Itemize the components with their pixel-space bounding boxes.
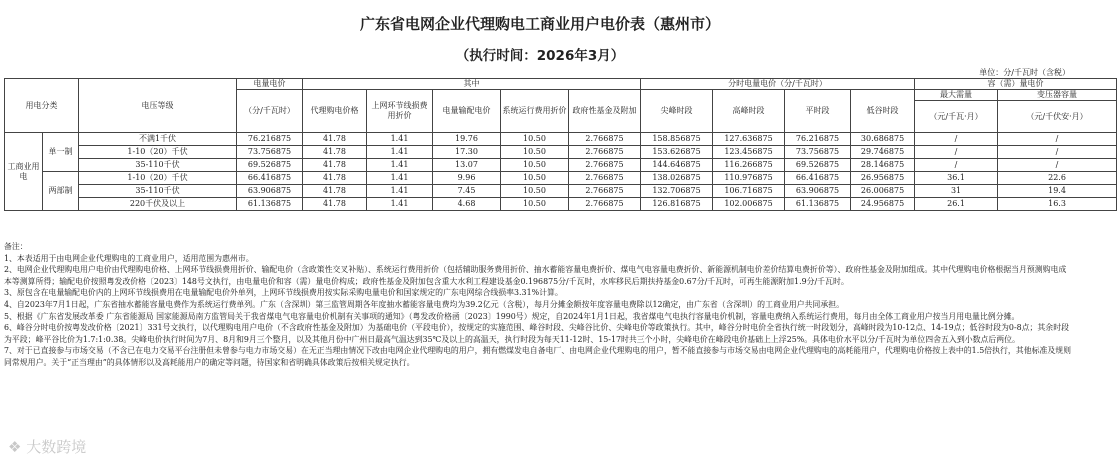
category-main: 工商业用电 bbox=[5, 133, 43, 211]
cell: 66.416875 bbox=[237, 172, 303, 185]
header-loss: 上网环节线损费用折价 bbox=[367, 90, 433, 133]
cell: 69.526875 bbox=[237, 159, 303, 172]
cell: 13.07 bbox=[433, 159, 501, 172]
cell: / bbox=[998, 146, 1117, 159]
header-category: 用电分类 bbox=[5, 79, 79, 133]
cell: 126.816875 bbox=[641, 198, 713, 211]
table-row bbox=[5, 133, 1117, 146]
cell: 26.1 bbox=[915, 198, 998, 211]
cell: 127.636875 bbox=[713, 133, 785, 146]
cell: 2.766875 bbox=[569, 172, 641, 185]
cell: 22.6 bbox=[998, 172, 1117, 185]
cell: 30.686875 bbox=[851, 133, 915, 146]
header-transformer: 变压器容量 bbox=[998, 90, 1117, 101]
header-transmission: 电量输配电价 bbox=[433, 90, 501, 133]
cell: 16.3 bbox=[998, 198, 1117, 211]
header-transformer-unit: （元/千伏安·月） bbox=[998, 101, 1117, 133]
note-7: 7、对于已直接参与市场交易（不含已在电力交易平台注册但未曾参与电力市场交易）在无正当理由情况下改由电网企业代理购电的用户，拥有燃煤发电自备电厂、由电网企业代理购电的用户，暂不能直接参与市场交易由电网企业代理购电的高耗能用户，代理购电价格按上表中的1.5倍执行，其他标准及规则同常规用户。关于“正当理由”的具体情形以及高耗能用户的确定等问题，待国家和省明确具体政策后按相关规定执行。 bbox=[4, 346, 1072, 367]
cell: 2.766875 bbox=[569, 146, 641, 159]
cell: 2.766875 bbox=[569, 133, 641, 146]
header-capacity: 容（需）量电价 bbox=[915, 79, 1117, 90]
cell: 17.30 bbox=[433, 146, 501, 159]
cell: 116.266875 bbox=[713, 159, 785, 172]
cell: / bbox=[915, 133, 998, 146]
header-valley: 低谷时段 bbox=[851, 90, 915, 133]
cell: 7.45 bbox=[433, 185, 501, 198]
cell: 76.216875 bbox=[785, 133, 851, 146]
cell: 61.136875 bbox=[785, 198, 851, 211]
cell: 36.1 bbox=[915, 172, 998, 185]
cell: 10.50 bbox=[501, 133, 569, 146]
header-sharp: 尖峰时段 bbox=[641, 90, 713, 133]
table-row bbox=[5, 185, 1117, 198]
cell: 不满1千伏 bbox=[79, 133, 237, 146]
cell: 35-110千伏 bbox=[79, 185, 237, 198]
cell: 2.766875 bbox=[569, 159, 641, 172]
cell: 1.41 bbox=[367, 185, 433, 198]
cell: 66.416875 bbox=[785, 172, 851, 185]
cell: 19.4 bbox=[998, 185, 1117, 198]
cell: 24.956875 bbox=[851, 198, 915, 211]
table-row bbox=[5, 146, 1117, 159]
cell: 2.766875 bbox=[569, 185, 641, 198]
table-row bbox=[5, 172, 1117, 185]
note-3: 3、原包含在电量输配电价内的上网环节线损费用在电量输配电价外单列，上网环节线损费用按实际采购电量电价和国家规定的广东电网综合线损率3.31%计算。 bbox=[4, 288, 563, 298]
cell: 220千伏及以上 bbox=[79, 198, 237, 211]
cell: 1-10（20）千伏 bbox=[79, 146, 237, 159]
cell: 31 bbox=[915, 185, 998, 198]
notes-section bbox=[4, 241, 1074, 369]
cell: / bbox=[915, 159, 998, 172]
cell: 1.41 bbox=[367, 172, 433, 185]
cell: 1.41 bbox=[367, 146, 433, 159]
cell: 63.906875 bbox=[237, 185, 303, 198]
cell: 19.76 bbox=[433, 133, 501, 146]
price-table bbox=[4, 78, 1117, 211]
cell: 4.68 bbox=[433, 198, 501, 211]
cell: 41.78 bbox=[303, 146, 367, 159]
cell: 132.706875 bbox=[641, 185, 713, 198]
cell: 69.526875 bbox=[785, 159, 851, 172]
header-system: 系统运行费用折价 bbox=[501, 90, 569, 133]
header-flat: 平时段 bbox=[785, 90, 851, 133]
cell: 41.78 bbox=[303, 172, 367, 185]
cell: 63.906875 bbox=[785, 185, 851, 198]
table-row bbox=[5, 198, 1117, 211]
header-proxy: 代理购电价格 bbox=[303, 90, 367, 133]
cell: 106.716875 bbox=[713, 185, 785, 198]
header-voltage: 电压等级 bbox=[79, 79, 237, 133]
note-5: 5、根据《广东省发展改革委 广东省能源局 国家能源局南方监管局关于我省煤电气电容量电价机制有关事项的通知》（粤发改价格函〔2023〕1990号）规定，自2024年1月1日起，我省煤电气电执行容量电价机制，容量电费纳入系统运行费用，每月由全体工商业用户按当月用电量比例分摊。 bbox=[4, 311, 1020, 321]
cell: 9.96 bbox=[433, 172, 501, 185]
cell: 1.41 bbox=[367, 133, 433, 146]
cell: 41.78 bbox=[303, 133, 367, 146]
header-fund: 政府性基金及附加 bbox=[569, 90, 641, 133]
page-subtitle: （执行时间：2026年3月） bbox=[455, 48, 625, 64]
note-6: 6、峰谷分时电价按粤发改价格〔2021〕331号文执行，以代理购电用户电价（不含政府性基金及附加）为基础电价（平段电价），按规定的实施范围、峰谷时段、尖峰谷比价、尖峰电价等政策执行。其中，峰谷分时电价全省执行统一时段划分，高峰时段为10-12点、14-19点；低谷时段为0-8点；其余时段为平段；峰平谷比价为1.7:1:0.38。尖峰电价执行时间为7月、8月和9月三个整月，以及其他月份中广州日最高气温达到35℃及以上的高温天，执行时段为每天11-12时、15-17时共三个小时，尖峰电价在峰段电价基础上上浮25%。具体电价水平以分/千瓦时为单位四舍五入到小数点后两位。 bbox=[4, 323, 1069, 344]
cell: 2.766875 bbox=[569, 198, 641, 211]
cell: 41.78 bbox=[303, 159, 367, 172]
note-1: 1、本表适用于由电网企业代理购电的工商业用户，适用范围为惠州市。 bbox=[4, 253, 254, 263]
cell: 26.006875 bbox=[851, 185, 915, 198]
cell: 73.756875 bbox=[785, 146, 851, 159]
cell: 138.026875 bbox=[641, 172, 713, 185]
note-4: 4、自2023年7月1日起，广东省抽水蓄能容量电费作为系统运行费单列。广东（含深圳）第三监管周期各年度抽水蓄能容量电费均为39.2亿元（含税），每月分摊金额按年度容量电费除以12确定，由广东省（含深圳）的工商业用户共同承担。 bbox=[4, 299, 844, 309]
cell: 144.646875 bbox=[641, 159, 713, 172]
header-max-demand: 最大需量 bbox=[915, 90, 998, 101]
cell: 123.456875 bbox=[713, 146, 785, 159]
cell: 28.146875 bbox=[851, 159, 915, 172]
header-peak: 高峰时段 bbox=[713, 90, 785, 133]
cell: 10.50 bbox=[501, 159, 569, 172]
cell: 35-110千伏 bbox=[79, 159, 237, 172]
cell: 61.136875 bbox=[237, 198, 303, 211]
cell: 158.856875 bbox=[641, 133, 713, 146]
watermark-text: 大数跨境 bbox=[26, 438, 87, 456]
cell: 1-10（20）千伏 bbox=[79, 172, 237, 185]
category-two: 两部制 bbox=[43, 172, 79, 211]
cell: 10.50 bbox=[501, 185, 569, 198]
cell: 10.50 bbox=[501, 198, 569, 211]
cell: / bbox=[998, 133, 1117, 146]
watermark-icon: ❖ bbox=[8, 438, 27, 456]
cell: 153.626875 bbox=[641, 146, 713, 159]
header-price-unit: （分/千瓦时） bbox=[237, 90, 303, 133]
cell: 41.78 bbox=[303, 198, 367, 211]
category-single: 单一制 bbox=[43, 133, 79, 172]
cell: 76.216875 bbox=[237, 133, 303, 146]
header-max-demand-unit: （元/千瓦·月） bbox=[915, 101, 998, 133]
cell: 41.78 bbox=[303, 185, 367, 198]
watermark bbox=[8, 436, 86, 457]
cell: 73.756875 bbox=[237, 146, 303, 159]
cell: 110.976875 bbox=[713, 172, 785, 185]
cell: 1.41 bbox=[367, 159, 433, 172]
header-price: 电量电价 bbox=[237, 79, 303, 90]
cell: / bbox=[998, 159, 1117, 172]
header-tou: 分时电量电价（分/千瓦时） bbox=[641, 79, 915, 90]
unit-note: 单位：分/千瓦时（含税） bbox=[979, 68, 1070, 77]
cell: 10.50 bbox=[501, 146, 569, 159]
cell: 1.41 bbox=[367, 198, 433, 211]
note-2: 2、电网企业代理购电用户电价由代理购电价格、上网环节线损费用折价、输配电价（含政策性交叉补贴）、系统运行费用折价（包括辅助服务费用折价、抽水蓄能容量电费折价、煤电气电容量电费折价、新能源机制电价差价结算电费折价等）、政府性基金及附加组成。其中代理购电价格根据当月预测购电成本等测算所得；输配电价按照粤发改价格〔2023〕148号文执行，由电量电价和容（需）量电价构成；政府性基金及附加包含重大水利工程建设基金0.196875分/千瓦时，水库移民后期扶持基金0.67分/千瓦时，可再生能源附加1.9分/千瓦时。 bbox=[4, 265, 1067, 286]
cell: 26.956875 bbox=[851, 172, 915, 185]
cell: / bbox=[915, 146, 998, 159]
cell: 10.50 bbox=[501, 172, 569, 185]
cell: 102.006875 bbox=[713, 198, 785, 211]
table-row bbox=[5, 159, 1117, 172]
cell: 29.746875 bbox=[851, 146, 915, 159]
page-title: 广东省电网企业代理购电工商业用户电价表（惠州市） bbox=[359, 15, 720, 33]
notes-heading: 备注： bbox=[4, 242, 28, 251]
header-among: 其中 bbox=[303, 79, 641, 90]
